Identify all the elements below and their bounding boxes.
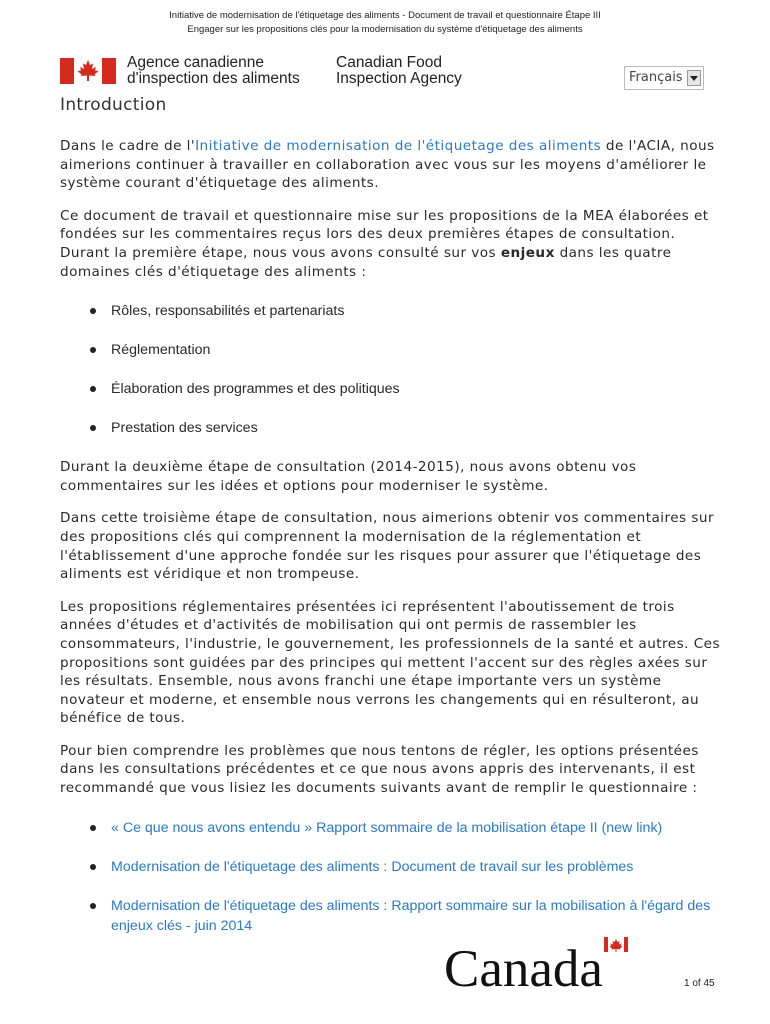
language-select-value: Français: [629, 70, 683, 85]
list-item: Élaboration des programmes et des politiques: [60, 379, 720, 399]
paragraph-stage-one: Ce document de travail et questionnaire mise sur les propositions de la MEA élaborées et fondées sur les commentaires reçus lors des deux premières étapes de consultation. Durant la première étape, nous vous avons consulté sur vos enjeux dans les quatre domaines clés d'étiquetage des aliments :: [60, 207, 709, 280]
page-number: 1 of 45: [684, 978, 715, 989]
canada-wordmark: [444, 936, 634, 992]
header-line-1: Initiative de modernisation de l'étiquetage des aliments - Document de travail et questionnaire Étape III: [169, 10, 601, 21]
initiative-link[interactable]: Initiative de modernisation de l'étiquetage des aliments: [195, 138, 602, 154]
header-line-2: Engager sur les propositions clés pour la modernisation du système d'étiquetage des aliments: [187, 24, 583, 35]
document-link[interactable]: Modernisation de l'étiquetage des aliments : Rapport sommaire sur la mobilisation à l'égard des enjeux clés - juin 2014: [60, 896, 720, 936]
emphasis-enjeux: enjeux: [500, 244, 555, 261]
list-item: Réglementation: [60, 340, 720, 360]
paragraph-recommendation: Pour bien comprendre les problèmes que nous tentons de régler, les options présentées dans les consultations précédentes et ce que nous avons appris des intervenants, il est recommandé que vous lisiez les documents suivants avant de remplir le questionnaire :: [60, 742, 699, 797]
paragraph-stage-three: Dans cette troisième étape de consultation, nous aimerions obtenir vos commentaires sur des propositions clés qui comprennent la modernisation de la réglementation et l'établissement d'une approche fondée sur les risques pour assurer que l'étiquetage des aliments est véridique et non trompeuse.: [60, 510, 714, 583]
list-item: Prestation des services: [60, 418, 720, 438]
list-item: Rôles, responsabilités et partenariats: [60, 301, 720, 321]
paragraph-proposals: Les propositions réglementaires présentées ici représentent l'aboutissement de trois années d'études et d'activités de mobilisation qui ont permis de rassembler les consommateurs, l'industrie, le gouvernement, les professionnels de la santé et autres. Ces propositions sont guidées par des principes qui mettent l'accent sur des règles axées sur les résultats. Ensemble, nous avons franchi une étape importante vers un système novateur et moderne, et ensemble nous verrons les changements qui en résulteront, au bénéfice de tous.: [60, 598, 720, 727]
chevron-down-icon[interactable]: [687, 70, 701, 86]
domains-list: [60, 301, 720, 438]
language-select[interactable]: [624, 66, 704, 90]
wordmark-flag-icon: [604, 937, 628, 952]
intro-paragraph: Dans le cadre de l'Initiative de modernisation de l'étiquetage des aliments de l'ACIA, nous aimerions continuer à travailler en collaboration avec vous sur les moyens d'améliorer le système courant d'étiquetage des aliments.: [60, 138, 715, 192]
canada-flag-icon: [60, 58, 116, 84]
documents-list: [60, 818, 720, 936]
document-link[interactable]: « Ce que nous avons entendu » Rapport sommaire de la mobilisation étape II (new link): [60, 818, 720, 838]
document-link[interactable]: Modernisation de l'étiquetage des aliments : Document de travail sur les problèmes: [60, 857, 720, 877]
wordmark-text: Canada: [444, 940, 603, 992]
agency-name-french: Agence canadienne d'inspection des aliments: [127, 54, 300, 87]
maple-leaf-icon: [74, 58, 102, 84]
page-title: Introduction: [60, 95, 167, 115]
document-header: [0, 9, 770, 37]
agency-name-english: Canadian Food Inspection Agency: [336, 54, 462, 87]
paragraph-stage-two: Durant la deuxième étape de consultation (2014-2015), nous avons obtenu vos commentaires sur les idées et options pour moderniser le système.: [60, 459, 637, 494]
main-content: [60, 137, 720, 955]
